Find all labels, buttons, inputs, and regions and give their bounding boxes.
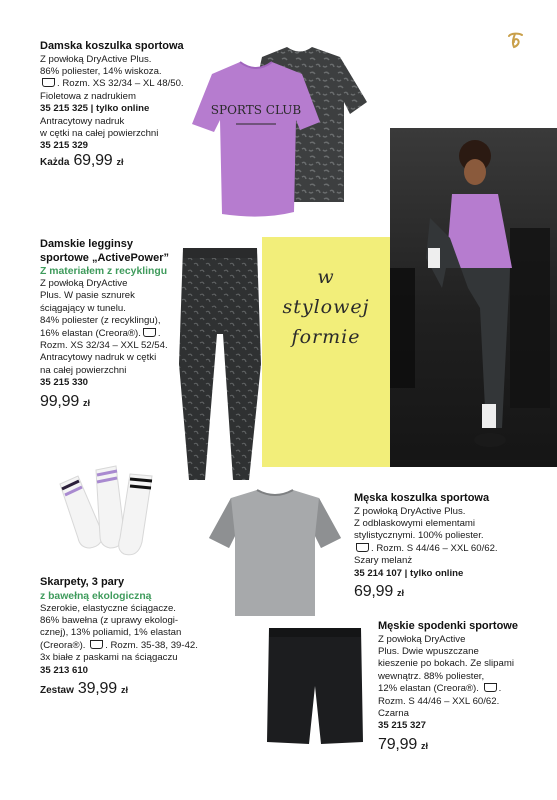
price: 99,99 bbox=[40, 392, 80, 410]
banner-slogan bbox=[262, 262, 390, 352]
tchibo-logo-icon bbox=[505, 30, 525, 50]
eco-subtitle: z bawełną ekologiczną bbox=[40, 590, 152, 602]
product-code: 35 215 325 | tylko online bbox=[40, 103, 150, 115]
product-desc-line: 86% poliester, 14% wiskoza. bbox=[40, 65, 162, 77]
product-desc-line: Z powłoką DryActive Plus. bbox=[354, 505, 466, 517]
currency: zł bbox=[83, 397, 91, 408]
product-desc-line: Z powłoką DryActive bbox=[378, 633, 466, 645]
product-title: Skarpety, 3 pary bbox=[40, 576, 125, 588]
product-title: Męska koszulka sportowa bbox=[354, 492, 490, 504]
variant-label: na całej powierzchni bbox=[40, 364, 127, 376]
product-title: Męskie spodenki sportowe bbox=[378, 620, 518, 632]
price-row bbox=[40, 392, 169, 410]
size-range: Rozm. S 44/46 – XXL 60/62. bbox=[378, 695, 500, 707]
price-row bbox=[40, 679, 198, 697]
wash-30-icon bbox=[90, 640, 103, 649]
product-code: 35 214 107 | tylko online bbox=[354, 567, 464, 579]
product-desc-line: kieszenie po bokach. Ze slipami bbox=[378, 658, 514, 670]
shirt-print-text: SPORTS CLUB bbox=[210, 103, 302, 117]
product-desc-line: (Creora®). bbox=[40, 639, 86, 651]
product-title: Damskie legginsy bbox=[40, 238, 133, 250]
size-range: . Rozm. XS 32/34 – XL 48/50. bbox=[57, 78, 184, 90]
product-code: 35 213 610 bbox=[40, 664, 89, 676]
men-shorts-image bbox=[265, 626, 365, 746]
variant-label: Antracytowy nadruk bbox=[40, 115, 125, 127]
price-label: Każda bbox=[40, 156, 70, 168]
eco-subtitle: Z materiałem z recyklingu bbox=[40, 266, 168, 277]
product-desc-line: wewnątrz. 88% poliester, bbox=[378, 670, 485, 682]
variant-label: Fioletowa z nadrukiem bbox=[40, 90, 136, 102]
currency: zł bbox=[116, 156, 124, 167]
wash-30-icon bbox=[356, 543, 369, 552]
product-desc-line: 84% poliester (z recyklingu), bbox=[40, 315, 161, 327]
size-range: . Rozm. 35-38, 39-42. bbox=[105, 639, 198, 651]
size-range: Rozm. XS 32/34 – XXL 52/54. bbox=[40, 340, 168, 352]
price: 69,99 bbox=[354, 582, 394, 600]
currency: zł bbox=[397, 587, 405, 598]
product-title: sportowe „ActivePower” bbox=[40, 251, 169, 264]
product-desc-line: 86% bawełna (z uprawy ekologi- bbox=[40, 614, 179, 626]
model-illustration bbox=[390, 128, 557, 467]
wash-30-icon bbox=[143, 328, 156, 337]
currency: zł bbox=[120, 684, 128, 695]
product-desc-line: Z powłoką DryActive bbox=[40, 278, 128, 289]
price-row bbox=[40, 151, 184, 169]
variant-label: Czarna bbox=[378, 707, 409, 719]
size-range: . Rozm. S 44/46 – XXL 60/62. bbox=[371, 542, 498, 554]
leggings-image bbox=[175, 244, 265, 484]
product-code: 35 215 327 bbox=[378, 720, 427, 732]
product-code: 35 215 330 bbox=[40, 377, 89, 389]
product-desc-line: cznej), 13% poliamid, 1% elastan bbox=[40, 627, 182, 639]
product-desc-line: 16% elastan (Creora®). bbox=[40, 327, 141, 339]
variant-label: 3x białe z paskami na ściągaczu bbox=[40, 652, 178, 664]
product-men-shorts: Męskie spodenki sportowe Z powłoką DryActive Plus. Dwie wpuszczane kieszenie po bokach. Ze slipami wewnątrz. 88% poliester, 12% elastan (Creora®). . Rozm. S 44/46 – XXL 60/62. Czarna 35 215 327 79,99 zł bbox=[378, 620, 518, 753]
banner-line: formie bbox=[291, 326, 361, 348]
product-desc-line: Plus. Dwie wpuszczane bbox=[378, 645, 479, 657]
product-title: Damska koszulka sportowa bbox=[40, 40, 184, 52]
product-socks bbox=[40, 576, 198, 697]
variant-label: w cętki na całej powierzchni bbox=[40, 127, 159, 139]
price: 79,99 bbox=[378, 735, 418, 753]
product-women-shirt bbox=[40, 40, 184, 169]
gym-photo bbox=[390, 128, 557, 467]
product-men-shirt bbox=[354, 492, 498, 599]
wash-30-icon bbox=[42, 78, 55, 87]
banner-line: stylowej bbox=[282, 296, 370, 318]
product-code: 35 215 329 bbox=[40, 140, 89, 152]
socks-image bbox=[52, 462, 162, 567]
product-desc-line: 12% elastan (Creora®). bbox=[378, 683, 479, 695]
product-leggings: Damskie legginsy sportowe „ActivePower” Z materiałem z recyklingu Z powłoką DryActive Plus. W pasie sznurek ściągający w tunelu. 84% poliester (z recyklingu), 16% elastan (Creora®). . Rozm. XS 32/34 – XXL 52/54. Antracytowy nadruk w cętki na całej powierzchni 35 215 330 99,99 zł bbox=[40, 238, 169, 410]
price: 69,99 bbox=[73, 151, 113, 169]
women-shirts-image bbox=[182, 42, 382, 227]
product-desc-line: stylistycznymi. 100% poliester. bbox=[354, 530, 484, 542]
product-desc-line: ściągający w tunelu. bbox=[40, 302, 126, 314]
currency: zł bbox=[421, 740, 429, 751]
banner-line: w bbox=[317, 266, 335, 288]
variant-label: Antracytowy nadruk w cętki bbox=[40, 352, 157, 364]
product-desc-line: Z powłoką DryActive Plus. bbox=[40, 53, 152, 65]
product-desc-line: Plus. W pasie sznurek bbox=[40, 290, 135, 302]
price-row bbox=[378, 735, 518, 753]
price: 39,99 bbox=[77, 679, 117, 697]
price-row bbox=[354, 582, 498, 600]
product-desc-line: Z odblaskowymi elementami bbox=[354, 517, 476, 529]
price-label: Zestaw bbox=[40, 684, 74, 696]
wash-30-icon bbox=[484, 683, 497, 692]
men-shirt-image bbox=[205, 488, 345, 618]
variant-label: Szary melanż bbox=[354, 555, 413, 567]
product-desc-line: Szerokie, elastyczne ściągacze. bbox=[40, 602, 176, 614]
